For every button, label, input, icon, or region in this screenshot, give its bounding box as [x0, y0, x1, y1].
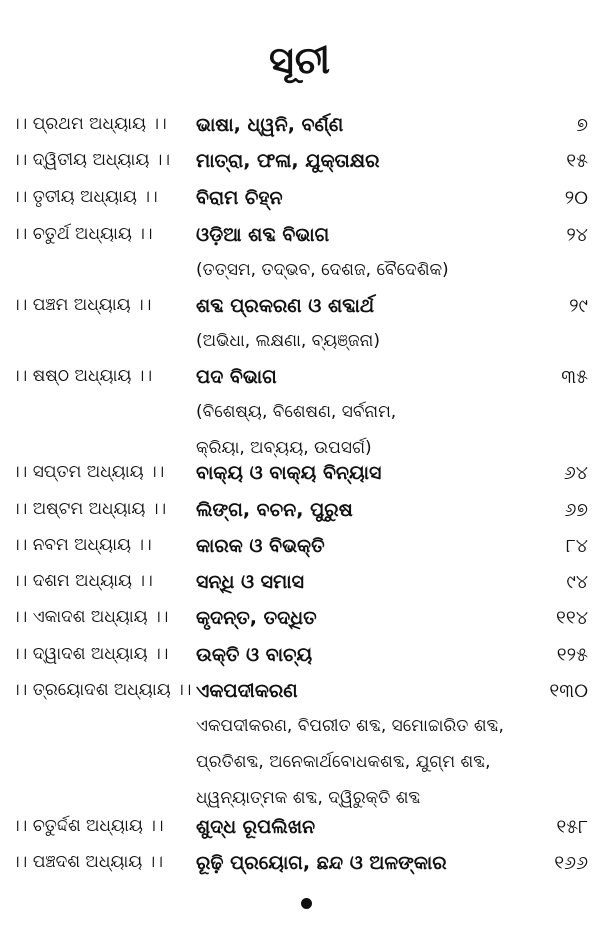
page-title: ସୂଚୀ — [268, 38, 332, 82]
chapter-label: ।। ଚତୁର୍ଦ୍ଦଶ ଅଧ୍ୟାୟ ।। — [12, 816, 164, 836]
page-number: ୭ — [576, 114, 588, 136]
chapter-topic: ଏକପଦୀକରଣ — [196, 680, 298, 702]
chapter-subtopics: (ଅଭିଧା, ଲକ୍ଷଣା, ବ୍ୟଞ୍ଜନା) — [196, 331, 380, 351]
chapter-topic: ରୂଢ଼ି ପ୍ରୟୋଗ, ଛନ୍ଦ ଓ ଅଳଙ୍କାର — [196, 852, 447, 874]
chapter-topic: ସନ୍ଧି ଓ ସମାସ — [196, 571, 304, 593]
chapter-subtopics: ପ୍ରତିଶବ୍ଦ, ଅନେକାର୍ଥବୋଧକଶବ୍ଦ, ଯୁଗ୍ମ ଶବ୍ଦ, — [196, 752, 491, 772]
chapter-subtopics: କ୍ରିୟା, ଅବ୍ୟୟ, ଉପସର୍ଗ) — [196, 438, 372, 458]
chapter-topic: ପଦ ବିଭାଗ — [196, 366, 277, 388]
chapter-topic: ବାକ୍ୟ ଓ ବାକ୍ୟ ବିନ୍ୟାସ — [196, 462, 382, 484]
page-number: ୨୦ — [564, 187, 588, 209]
page-number: ୧୬୬ — [554, 852, 588, 874]
page-number: ୬୪ — [563, 462, 588, 484]
chapter-label: ।। ପଞ୍ଚମ ଅଧ୍ୟାୟ ।। — [12, 295, 152, 315]
chapter-topic: ବିରାମ ଚିହ୍ନ — [196, 187, 283, 209]
page-number: ୬୭ — [564, 499, 588, 521]
chapter-label: ।। ଏକାଦଶ ଅଧ୍ୟାୟ ।। — [12, 607, 169, 627]
chapter-subtopics: (ବିଶେଷ୍ୟ, ବିଶେଷଣ, ସର୍ବନାମ, — [196, 402, 397, 422]
page-number: ୧୨୫ — [556, 644, 588, 666]
chapter-label: ।। ଦ୍ୱାଦଶ ଅଧ୍ୟାୟ ।। — [12, 644, 169, 664]
chapter-topic: ଶବ୍ଦ ପ୍ରକରଣ ଓ ଶବ୍ଦାର୍ଥ — [196, 295, 375, 317]
chapter-subtopics: ଏକପଦୀକରଣ, ବିପରୀତ ଶବ୍ଦ, ସମୋଚ୍ଚାରିତ ଶବ୍ଦ, — [196, 716, 504, 736]
chapter-label: ।। ଦଶମ ଅଧ୍ୟାୟ ।। — [12, 571, 153, 591]
chapter-label: ।। ପଞ୍ଚଦଶ ଅଧ୍ୟାୟ ।। — [12, 852, 163, 872]
chapter-topic: ଲିଙ୍ଗ, ବଚନ, ପୁରୁଷ — [196, 499, 353, 521]
chapter-topic: ଶୁଦ୍ଧ ରୂପଲିଖନ — [196, 816, 316, 838]
chapter-label: ।। ଷଷ୍ଠ ଅଧ୍ୟାୟ ।। — [12, 366, 153, 386]
page-number: ୧୩୦ — [549, 680, 588, 702]
page-number: ୧୧୪ — [556, 607, 588, 629]
page-number: ୮୪ — [565, 535, 588, 557]
chapter-topic: ଭାଷା, ଧ୍ୱନି, ବର୍ଣ୍ଣ — [196, 114, 344, 136]
chapter-label: ।। ପ୍ରଥମ ଅଧ୍ୟାୟ ।। — [12, 114, 167, 134]
page-number: ୧୫ — [566, 150, 588, 172]
chapter-topic: କାରକ ଓ ବିଭକ୍ତି — [196, 535, 325, 557]
chapter-topic: କୃଦନ୍ତ, ତଦ୍ଧିତ — [196, 607, 317, 629]
chapter-topic: ମାତ୍ରା, ଫଳା, ଯୁକ୍ତାକ୍ଷର — [196, 150, 380, 172]
chapter-topic: ଓଡ଼ିଆ ଶବ୍ଦ ବିଭାଗ — [196, 224, 330, 246]
chapter-label: ।। ତୃତୀୟ ଅଧ୍ୟାୟ ।। — [12, 187, 158, 207]
chapter-label: ।। ଚତୁର୍ଥ ଅଧ୍ୟାୟ ।। — [12, 224, 153, 244]
chapter-label: ।। ନବମ ଅଧ୍ୟାୟ ।। — [12, 535, 152, 555]
chapter-subtopics: (ତତ୍‌ସମ, ତଦ୍‌ଭବ, ଦେଶଜ, ବୈଦେଶିକ) — [196, 260, 449, 280]
chapter-label: ।। ଦ୍ୱିତୀୟ ଅଧ୍ୟାୟ ।। — [12, 150, 171, 170]
chapter-label: ।। ସପ୍ତମ ଅଧ୍ୟାୟ ।। — [12, 462, 165, 482]
page-number: ୯୪ — [566, 571, 588, 593]
chapter-label: ।। ଅଷ୍ଟମ ଅଧ୍ୟାୟ ।। — [12, 499, 167, 519]
chapter-label: ।। ତ୍ରୟୋଦଶ ଅଧ୍ୟାୟ ।। — [12, 680, 192, 700]
chapter-topic: ଉକ୍ତି ଓ ବାଚ୍ୟ — [196, 644, 313, 666]
page-number: ୧୫୮ — [556, 816, 588, 838]
page-number: ୩୫ — [561, 366, 588, 388]
page-number: ୨୪ — [566, 224, 588, 246]
chapter-subtopics: ଧ୍ୱନ୍ୟାତ୍ମକ ଶବ୍ଦ, ଦ୍ୱିରୁକ୍ତି ଶବ୍ଦ — [196, 788, 421, 808]
page-bullet — [301, 898, 312, 909]
page-number: ୨୯ — [569, 295, 588, 317]
